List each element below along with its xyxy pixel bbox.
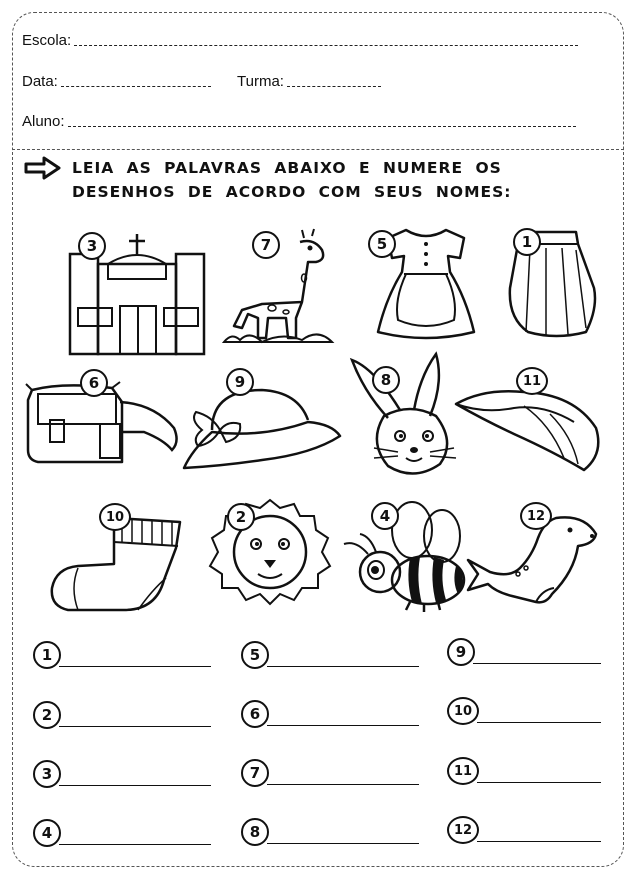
student-line <box>68 126 576 127</box>
answer-7[interactable] <box>241 759 419 787</box>
answer-number: 1 <box>33 641 61 669</box>
answer-line <box>477 722 601 723</box>
answer-line <box>473 663 601 664</box>
answer-line <box>267 666 419 667</box>
answer-number: 3 <box>33 760 61 788</box>
student-field[interactable] <box>22 113 576 130</box>
lion-number-badge: 2 <box>227 503 255 531</box>
answer-number: 8 <box>241 818 269 846</box>
hat-icon <box>182 380 342 476</box>
student-label: Aluno: <box>22 113 65 130</box>
answer-line <box>59 666 211 667</box>
rabbit-icon <box>344 352 470 482</box>
answer-6[interactable] <box>241 700 419 728</box>
answer-10[interactable] <box>447 697 601 725</box>
answer-number: 7 <box>241 759 269 787</box>
school-label: Escola: <box>22 32 72 49</box>
answer-12[interactable] <box>447 816 601 844</box>
school-line <box>74 45 578 46</box>
answer-number: 11 <box>447 757 479 785</box>
answer-number: 10 <box>447 697 479 725</box>
answer-number: 2 <box>33 701 61 729</box>
lion-icon <box>206 496 334 606</box>
dress-number-badge: 5 <box>368 230 396 258</box>
hat-number-badge: 9 <box>226 368 254 396</box>
bee-picture <box>340 500 470 617</box>
cap-number-badge: 11 <box>516 367 548 395</box>
answer-number: 12 <box>447 816 479 844</box>
church-number-badge: 3 <box>78 232 106 260</box>
rabbit-picture <box>344 352 470 487</box>
seal-number-badge: 12 <box>520 502 552 530</box>
answer-line <box>59 785 211 786</box>
answer-number: 6 <box>241 700 269 728</box>
answer-4[interactable] <box>33 819 211 847</box>
answer-number: 5 <box>241 641 269 669</box>
instruction <box>24 156 604 204</box>
instruction-line-2: DESENHOS DE ACORDO COM SEUS NOMES: <box>72 183 512 201</box>
bag-picture <box>24 380 184 471</box>
answer-2[interactable] <box>33 701 211 729</box>
answer-line <box>267 843 419 844</box>
answer-line <box>59 844 211 845</box>
lion-picture <box>206 496 334 611</box>
giraffe-number-badge: 7 <box>252 231 280 259</box>
answer-11[interactable] <box>447 757 601 785</box>
answer-8[interactable] <box>241 818 419 846</box>
answer-line <box>59 726 211 727</box>
answer-9[interactable] <box>447 638 601 666</box>
class-field[interactable] <box>237 73 381 90</box>
answer-line <box>477 782 601 783</box>
answer-number: 9 <box>447 638 475 666</box>
answer-3[interactable] <box>33 760 211 788</box>
answer-line <box>267 784 419 785</box>
class-line <box>287 86 381 87</box>
arrow-right-icon <box>24 156 62 180</box>
date-field[interactable] <box>22 73 211 90</box>
bee-icon <box>340 500 470 612</box>
bag-icon <box>24 380 184 466</box>
answer-number: 4 <box>33 819 61 847</box>
instruction-line-1: LEIA AS PALAVRAS ABAIXO E NUMERE OS <box>72 159 502 177</box>
date-label: Data: <box>22 73 58 90</box>
answer-1[interactable] <box>33 641 211 669</box>
bee-number-badge: 4 <box>371 502 399 530</box>
bag-number-badge: 6 <box>80 369 108 397</box>
sock-number-badge: 10 <box>99 503 131 531</box>
answer-5[interactable] <box>241 641 419 669</box>
answer-line <box>267 725 419 726</box>
school-field[interactable] <box>22 32 578 49</box>
skirt-number-badge: 1 <box>513 228 541 256</box>
answer-line <box>477 841 601 842</box>
date-line <box>61 86 211 87</box>
rabbit-number-badge: 8 <box>372 366 400 394</box>
class-label: Turma: <box>237 73 284 90</box>
hat-picture <box>182 380 342 481</box>
